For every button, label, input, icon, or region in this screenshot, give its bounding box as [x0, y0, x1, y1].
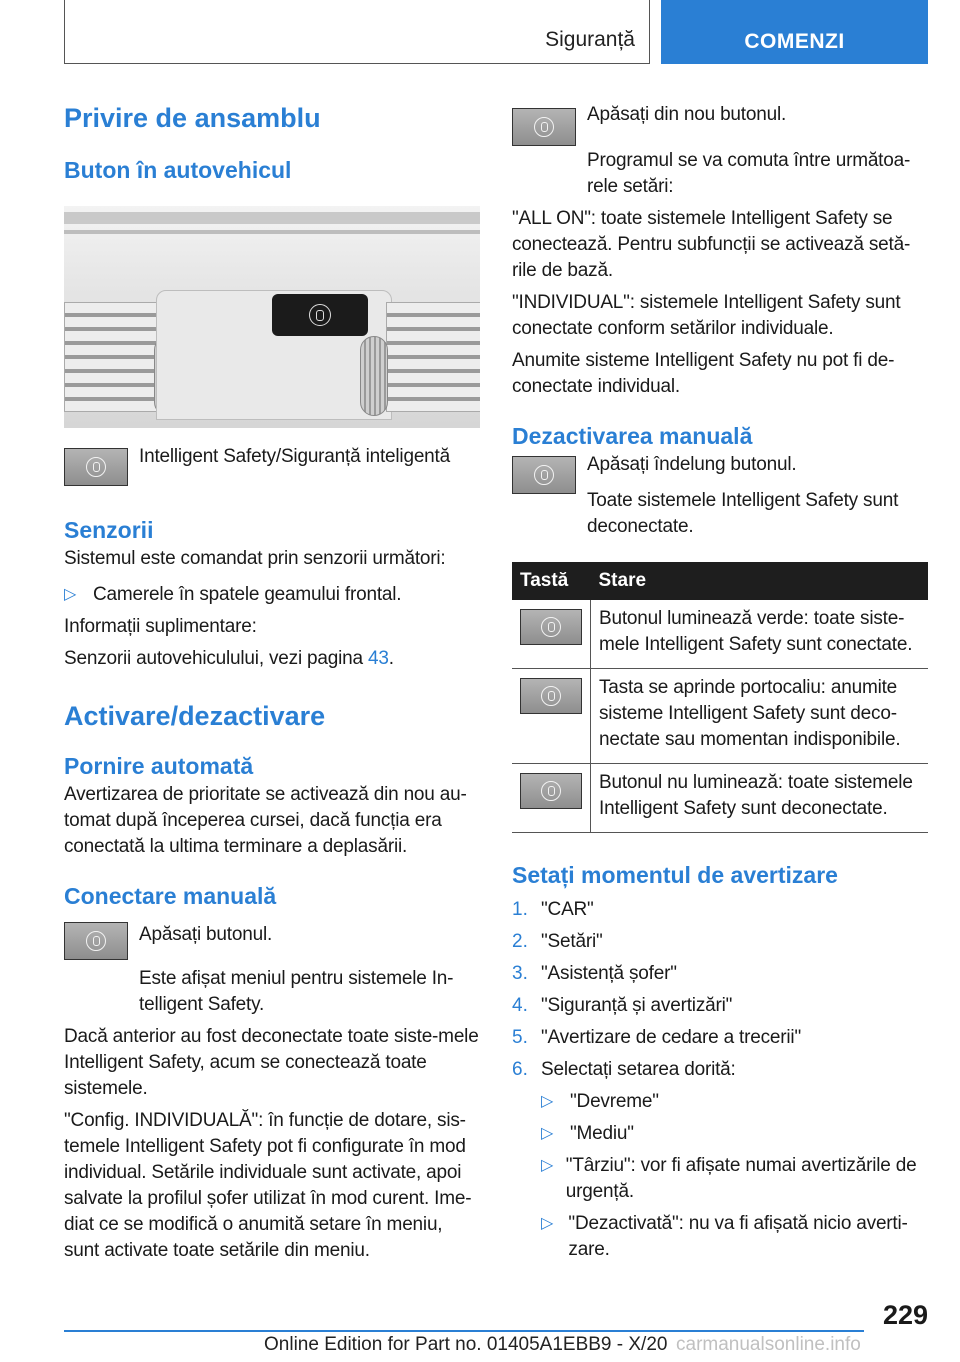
- table-header-key: Tastă: [512, 562, 591, 600]
- left-column: [64, 100, 482, 1264]
- tab-chapter[interactable]: [661, 0, 928, 64]
- heading-manual-off: Dezactivarea manuală: [512, 423, 753, 449]
- heading-sensors: Senzorii: [64, 517, 154, 543]
- list-item: [512, 1089, 928, 1115]
- list-item: [512, 1121, 928, 1147]
- list-item: [512, 1025, 928, 1051]
- intelligent-safety-icon: [309, 304, 331, 326]
- page-link[interactable]: 43: [367, 648, 389, 669]
- triangle-bullet-icon: ▷: [541, 1215, 554, 1232]
- step-number: 4.: [512, 995, 528, 1016]
- option-text: "Mediu": [570, 1123, 634, 1144]
- triangle-bullet-icon: ▷: [541, 1125, 554, 1142]
- page-number: 229: [882, 1300, 928, 1330]
- step-number: 2.: [512, 931, 528, 952]
- steps-list: [512, 897, 928, 1083]
- list-item: [512, 1211, 928, 1263]
- table-cell-state: Butonul nu luminează: toate sistemele Intelligent Safety sunt deconectate.: [591, 764, 929, 833]
- table-cell-state: Butonul luminează verde: toate siste-mele Intelligent Safety sunt conectate.: [591, 600, 929, 669]
- intelligent-safety-button-icon: [512, 456, 576, 494]
- trim-strip: [64, 230, 480, 234]
- footer-divider: [64, 1330, 864, 1332]
- press-button-row: [64, 922, 482, 960]
- program-switch-text: Programul se va comuta între următoa-rele setări:: [587, 150, 911, 197]
- auto-start-text: Avertizarea de prioritate se activează din nou au-tomat după începerea cursei, dacă funcția era conectată la ultima terminare a deplasării.: [64, 784, 467, 857]
- config-individual-text: "Config. INDIVIDUALĂ": în funcție de dotare, sis-temele Intelligent Safety pot fi configurate în mod individual. Setările individuale sunt activate, apoi salvate la profilul șofer utilizat în mod curent. Ime-diat ce se modifică o anumită setare în meniu, sunt activate toate setările din meniu.: [64, 1110, 472, 1261]
- step-number: 6.: [512, 1059, 528, 1080]
- list-item: [512, 929, 928, 955]
- intelligent-safety-button-icon: [64, 922, 128, 960]
- more-info-label: Informații suplimentare:: [64, 616, 257, 637]
- air-vent-right: [386, 302, 480, 412]
- table-row: [512, 764, 928, 833]
- watermark: carmanualsonline.info: [676, 1334, 861, 1355]
- step-text: "Avertizare de cedare a trecerii": [541, 1027, 801, 1048]
- caption-row: [64, 448, 482, 486]
- table-cell-state: Tasta se aprinde portocaliu: anumite sisteme Intelligent Safety sunt deco-nectate sau momentan indisponibile.: [591, 669, 929, 764]
- triangle-bullet-icon: ▷: [541, 1157, 554, 1174]
- intelligent-safety-button-icon: [512, 108, 576, 146]
- bullet-text: Camerele în spatele geamului frontal.: [93, 584, 402, 605]
- table-cell-key: [512, 764, 591, 833]
- list-item: [64, 582, 482, 608]
- step-text: "CAR": [541, 899, 594, 920]
- tab-chapter-label: COMENZI: [744, 30, 845, 53]
- heading-button-in-vehicle: Buton în autovehicul: [64, 157, 292, 183]
- press-again-text: Apăsați din nou butonul.: [587, 104, 787, 125]
- tab-section[interactable]: [64, 0, 650, 64]
- some-systems-text: Anumite sisteme Intelligent Safety nu pot fi de-conectate individual.: [512, 350, 895, 397]
- option-text: "Dezactivată": nu va fi afișată nicio averti-zare.: [568, 1213, 908, 1260]
- heading-warning-time: Setați momentul de avertizare: [512, 862, 838, 888]
- table-cell-key: [512, 669, 591, 764]
- trim-strip: [64, 212, 480, 224]
- option-text: "Târziu": vor fi afișate numai avertizările de urgență.: [565, 1155, 917, 1202]
- table-row: [512, 600, 928, 669]
- tab-section-label: Siguranță: [545, 28, 635, 51]
- intelligent-safety-button-icon: [520, 609, 582, 645]
- list-item: [512, 897, 928, 923]
- intelligent-safety-button-icon: [520, 678, 582, 714]
- right-column: [512, 100, 928, 1263]
- header-tabs: [64, 0, 928, 64]
- press-again-row: [512, 104, 928, 146]
- list-item: [512, 1153, 928, 1205]
- heading-manual-connect: Conectare manuală: [64, 883, 277, 909]
- press-long-text: Apăsați îndelung butonul.: [587, 454, 797, 475]
- step-text: "Siguranță și avertizări": [541, 995, 733, 1016]
- list-item: [512, 993, 928, 1019]
- intelligent-safety-button-icon: [520, 773, 582, 809]
- list-item: [512, 961, 928, 987]
- table-row: [512, 669, 928, 764]
- if-disconnected-text: Dacă anterior au fost deconectate toate siste-mele Intelligent Safety, acum se conectează toate sistemele.: [64, 1026, 479, 1099]
- list-item: [512, 1057, 928, 1083]
- intelligent-safety-button-photo: [272, 294, 368, 336]
- option-text: "Devreme": [570, 1091, 659, 1112]
- press-button-text: Apăsați butonul.: [139, 924, 273, 945]
- all-off-text: Toate sistemele Intelligent Safety sunt deconectate.: [587, 490, 899, 537]
- step-text: Selectați setarea dorită:: [541, 1059, 736, 1080]
- step-text: "Setări": [541, 931, 603, 952]
- status-table: [512, 562, 928, 833]
- vent-wheel-right: [360, 336, 388, 416]
- step-text: "Asistență șofer": [541, 963, 677, 984]
- step-number: 3.: [512, 963, 528, 984]
- table-header-row: [512, 562, 928, 600]
- heading-overview: Privire de ansamblu: [64, 103, 321, 133]
- triangle-bullet-icon: ▷: [64, 586, 77, 603]
- heading-activation: Activare/dezactivare: [64, 701, 326, 731]
- table-cell-key: [512, 600, 591, 669]
- step-number: 1.: [512, 899, 528, 920]
- step-number: 5.: [512, 1027, 528, 1048]
- sensors-text: Sistemul este comandat prin senzorii următori:: [64, 548, 446, 569]
- triangle-bullet-icon: ▷: [541, 1093, 554, 1110]
- heading-auto-start: Pornire automată: [64, 753, 254, 779]
- vehicle-sensors-ref: Senzorii autovehiculului, vezi pagina 43.: [64, 648, 394, 669]
- intelligent-safety-button-icon: [64, 448, 128, 486]
- individual-text: "INDIVIDUAL": sistemele Intelligent Safety sunt conectate conform setărilor individuale.: [512, 292, 901, 339]
- options-list: [512, 1089, 928, 1263]
- dashboard-button-photo: [64, 206, 480, 428]
- menu-shown-text: Este afișat meniul pentru sistemele In-telligent Safety.: [139, 968, 454, 1015]
- caption-text: Intelligent Safety/Siguranță inteligentă: [139, 446, 450, 467]
- table-header-state: Stare: [591, 562, 929, 600]
- edition-text: Online Edition for Part no. 01405A1EBB9 - X/20: [264, 1334, 668, 1355]
- air-vent-left: [64, 302, 159, 412]
- all-on-text: "ALL ON": toate sistemele Intelligent Safety se conectează. Pentru subfuncții se activează setă-rile de bază.: [512, 208, 911, 281]
